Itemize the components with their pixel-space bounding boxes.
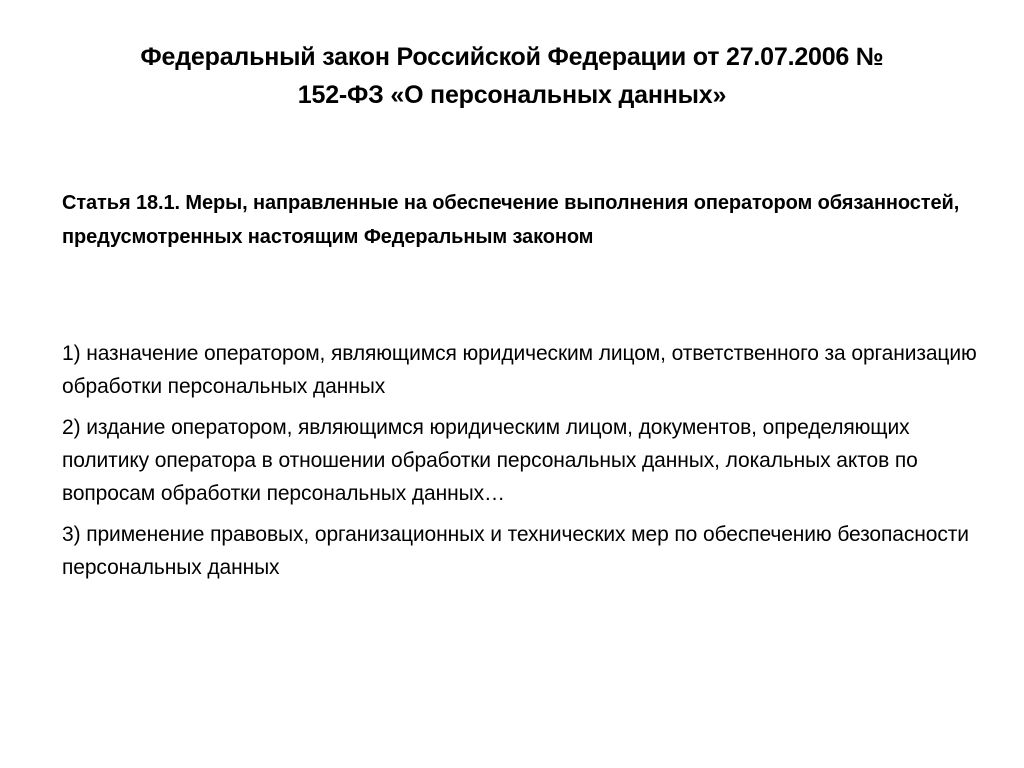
list-item: 3) применение правовых, организационных и технических мер по обеспечению безопасности персональных данных	[62, 523, 969, 579]
slide-title-line-1: Федеральный закон Российской Федерации от 27.07.2006 №	[140, 43, 884, 71]
slide-title	[60, 38, 964, 114]
measures-list	[62, 337, 982, 592]
list-item: 2) издание оператором, являющимся юридическим лицом, документов, определяющих политику оператора в отношении обработки персональных данных, локальных актов по вопросам обработки персональных данных…	[62, 416, 918, 505]
slide-body	[62, 186, 982, 579]
article-heading: Статья 18.1. Меры, направленные на обеспечение выполнения оператором обязанностей, предусмотренных настоящим Федеральным законом	[62, 192, 960, 248]
list-item: 1) назначение оператором, являющимся юридическим лицом, ответственного за организацию обработки персональных данных	[62, 342, 977, 398]
slide-title-line-2: 152-ФЗ «О персональных данных»	[297, 81, 727, 109]
